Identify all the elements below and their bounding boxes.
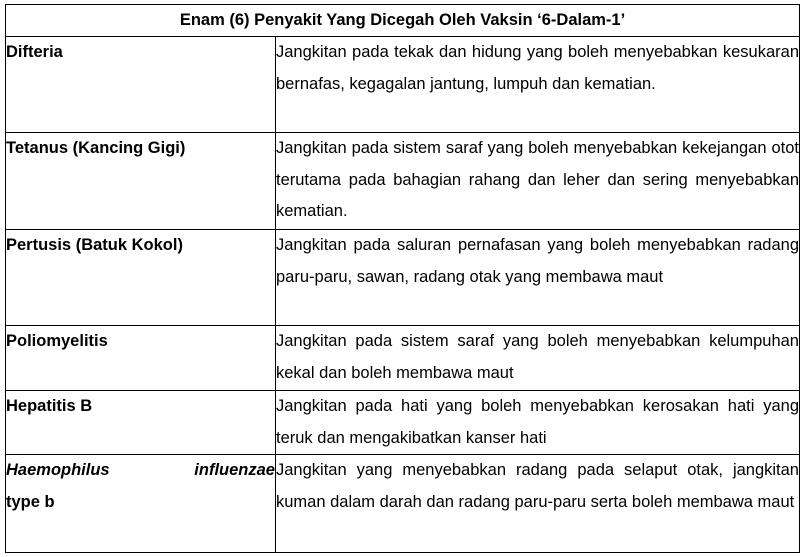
disease-name: Hepatitis B <box>6 391 276 455</box>
table-title: Enam (6) Penyakit Yang Dicegah Oleh Vaksin ‘6-Dalam-1’ <box>6 5 800 37</box>
disease-name: Tetanus (Kancing Gigi) <box>6 133 276 230</box>
disease-description: Jangkitan pada hati yang boleh menyebabkan kerosakan hati yang teruk dan mengakibatkan kanser hati <box>276 391 800 455</box>
disease-name: Pertusis (Batuk Kokol) <box>6 230 276 326</box>
table-row <box>6 391 800 455</box>
disease-description: Jangkitan pada sistem saraf yang boleh menyebabkan kekejangan otot terutama pada bahagian rahang dan leher dan sering menyebabkan kematian. <box>276 133 800 230</box>
disease-description: Jangkitan yang menyebabkan radang pada selaput otak, jangkitan kuman dalam darah dan radang paru-paru serta boleh membawa maut <box>276 455 800 553</box>
disease-name-haemophilus <box>6 455 276 553</box>
disease-name-italic: Haemophilus influenzae <box>6 461 275 479</box>
table-row <box>6 326 800 391</box>
disease-description: Jangkitan pada tekak dan hidung yang boleh menyebabkan kesukaran bernafas, kegagalan jantung, lumpuh dan kematian. <box>276 37 800 133</box>
disease-name-rest: type b <box>6 492 55 511</box>
disease-description: Jangkitan pada saluran pernafasan yang boleh menyebabkan radang paru-paru, sawan, radang otak yang membawa maut <box>276 230 800 326</box>
table-row <box>6 230 800 326</box>
table-row <box>6 37 800 133</box>
table-row <box>6 133 800 230</box>
disease-name: Poliomyelitis <box>6 326 276 391</box>
disease-description: Jangkitan pada sistem saraf yang boleh menyebabkan kelumpuhan kekal dan boleh membawa maut <box>276 326 800 391</box>
vaccine-diseases-table <box>5 4 800 553</box>
disease-name: Difteria <box>6 37 276 133</box>
table-row <box>6 455 800 553</box>
table-header-row <box>6 5 800 37</box>
